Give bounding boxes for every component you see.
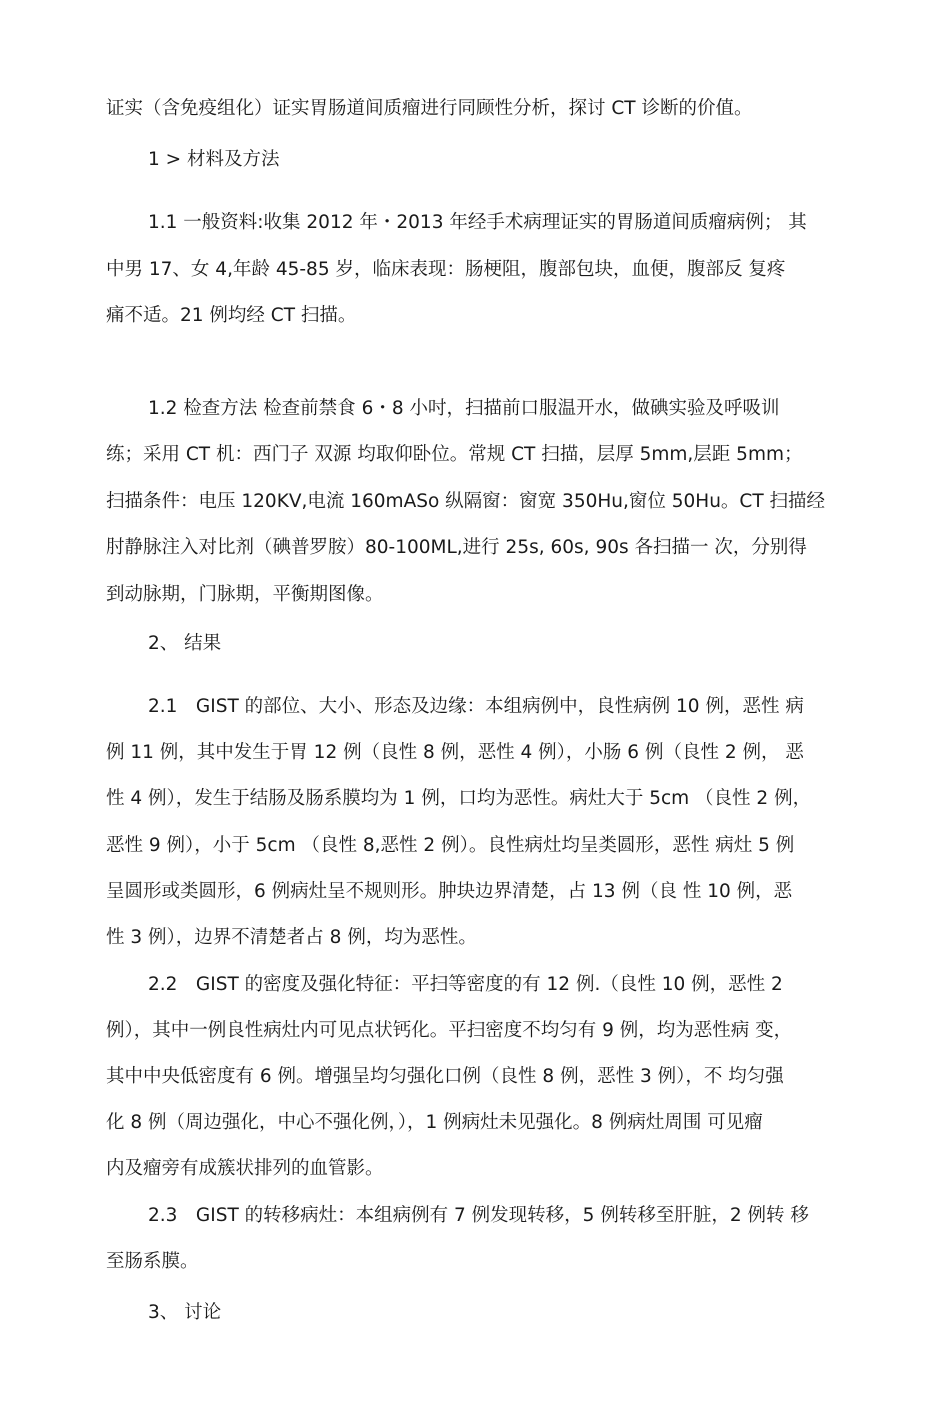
paragraph-line: 性 4 例），发生于结肠及肠系膜均为 1 例，口均为恶性。病灶大于 5cm （良性 2 例， [106, 788, 812, 809]
paragraph-line: 练；采用 CT 机：西门子 双源 均取仰卧位。常规 CT 扫描，层厚 5mm,层距 5mm； [106, 444, 803, 465]
paragraph-line: 1.1 一般资料:收集 2012 年・2013 年经手术病理证实的胃肠道间质瘤病例； 其 [148, 212, 807, 233]
paragraph-line: 到动脉期，门脉期，平衡期图像。 [106, 584, 384, 605]
paragraph-line: 中男 17、女 4,年龄 45-85 岁，临床表现：肠梗阻，腹部包块，血便，腹部反 复疼 [106, 259, 786, 280]
paragraph-line: 证实（含免疫组化）证实胃肠道间质瘤进行同顾性分析，探讨 CT 诊断的价值。 [106, 98, 753, 119]
paragraph-line: 肘静脉注入对比剂（碘普罗胺）80-100ML,进行 25s, 60s, 90s 各扫描一 次，分别得 [106, 537, 807, 558]
paragraph-line: 2.1 GIST 的部位、大小、形态及边缘：本组病例中，良性病例 10 例，恶性 病 [148, 696, 804, 717]
paragraph-line: 2.2 GIST 的密度及强化特征：平扫等密度的有 12 例.（良性 10 例，恶性 2 [148, 974, 783, 995]
paragraph-line: 其中中央低密度有 6 例。增强呈均匀强化口例（良性 8 例，恶性 3 例），不 均匀强 [106, 1066, 784, 1087]
paragraph-line: 性 3 例），边界不清楚者占 8 例，均为恶性。 [106, 927, 477, 948]
paragraph-line: 扫描条件：电压 120KV,电流 160mASo 纵隔窗：窗宽 350Hu,窗位 50Hu。CT 扫描经 [106, 491, 826, 512]
section-heading: 1 > 材料及方法 [148, 149, 280, 170]
paragraph-line: 化 8 例（周边强化，中心不强化例，），1 例病灶未见强化。8 例病灶周围 可见瘤 [106, 1112, 763, 1133]
paragraph-line: 恶性 9 例），小于 5cm （良性 8,恶性 2 例）。良性病灶均呈类圆形，恶性 病灶 5 例 [106, 835, 795, 856]
paragraph-line: 1.2 检查方法 检查前禁食 6・8 小吋，扫描前口服温开水，做碘实验及呼吸训 [148, 398, 780, 419]
paragraph-line: 例 11 例，其中发生于胃 12 例（良性 8 例，恶性 4 例），小肠 6 例（良性 2 例， 恶 [106, 742, 804, 763]
section-heading: 3、 讨论 [148, 1302, 222, 1323]
paragraph-line: 痛不适。21 例均经 CT 扫描。 [106, 305, 357, 326]
paragraph-line: 至肠系膜。 [106, 1251, 199, 1272]
section-heading: 2、 结果 [148, 633, 222, 654]
paragraph-line: 2.3 GIST 的转移病灶：本组病例有 7 例发现转移，5 例转移至肝脏，2 例转 移 [148, 1205, 809, 1226]
paragraph-line: 内及瘤旁有成簇状排列的血管影。 [106, 1158, 384, 1179]
paragraph-line: 例），其中一例良性病灶内可见点状钙化。平扫密度不均匀有 9 例，均为恶性病 变， [106, 1020, 793, 1041]
paragraph-line: 呈圆形或类圆形，6 例病灶呈不规则形。肿块边界清楚，占 13 例（良 性 10 例，恶 [106, 881, 793, 902]
